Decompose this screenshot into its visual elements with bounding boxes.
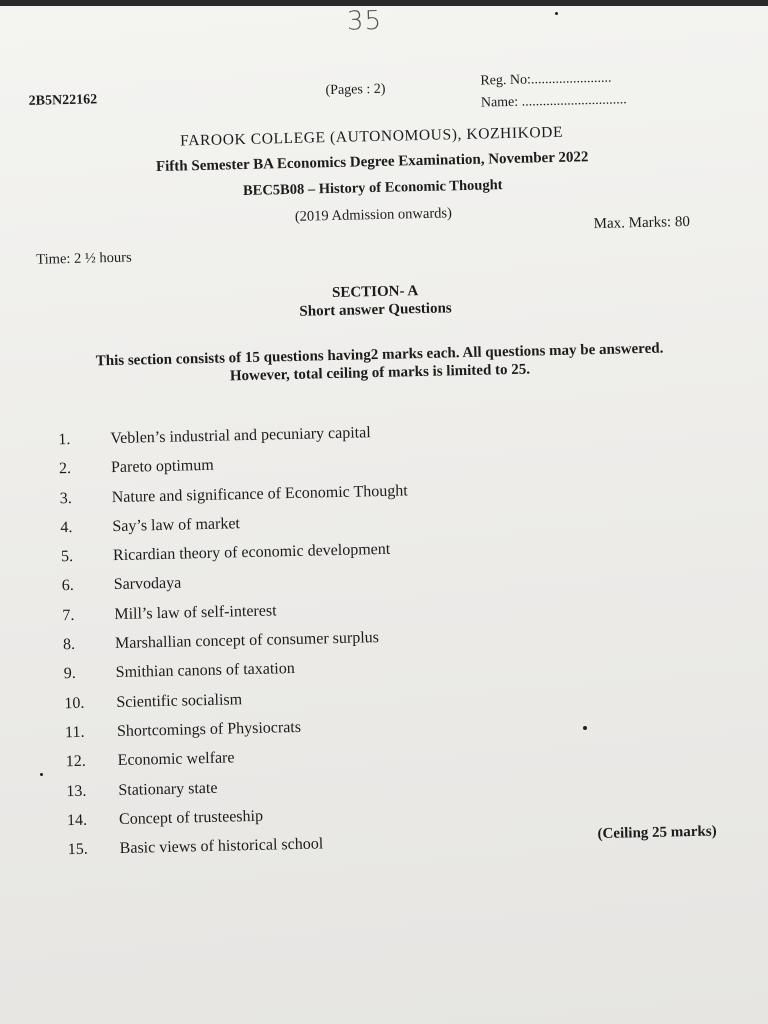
question-text: Nature and significance of Economic Thought xyxy=(111,481,408,506)
ceiling-note: (Ceiling 25 marks) xyxy=(597,823,717,843)
question-number: 8. xyxy=(62,636,76,654)
college-name: FAROOK COLLEGE (AUTONOMOUS), KOZHIKODE xyxy=(179,123,564,150)
name-field: Name: .............................. xyxy=(480,92,627,111)
question-text: Marshallian concept of consumer surplus xyxy=(114,629,380,653)
speck xyxy=(583,726,587,730)
exam-title: Fifth Semester BA Economics Degree Examination, November 2022 xyxy=(155,149,589,175)
question-number: 14. xyxy=(66,811,88,830)
section-instructions: This section consists of 15 questions having2 marks each. All questions may be answered. However, total ceiling of marks is limited to 25. xyxy=(95,340,664,385)
exam-paper xyxy=(0,6,768,1024)
speck xyxy=(555,12,558,15)
question-number: 10. xyxy=(64,694,85,712)
question-number: 9. xyxy=(63,665,76,683)
question-text: Stationary state xyxy=(118,779,218,799)
question-number: 6. xyxy=(61,577,74,595)
question-text: Pareto optimum xyxy=(110,457,214,477)
speck xyxy=(40,773,43,776)
question-number: 5. xyxy=(60,548,74,566)
question-text: Ricardian theory of economic development xyxy=(112,540,391,565)
reg-no-field: Reg. No:....................... xyxy=(480,70,612,89)
section-title: SECTION- A xyxy=(331,283,419,302)
question-number: 15. xyxy=(67,840,88,859)
question-number: 3. xyxy=(59,489,72,507)
question-number: 2. xyxy=(58,460,72,478)
question-list xyxy=(58,420,568,871)
question-number: 1. xyxy=(58,431,71,449)
question-text: Sarvodaya xyxy=(113,575,182,594)
course-title: BEC5B08 – History of Economic Thought xyxy=(242,177,503,200)
question-number: 7. xyxy=(62,606,75,625)
paper-code: 2B5N22162 xyxy=(28,92,98,109)
handwritten-mark: 35 xyxy=(346,6,383,37)
paper-content xyxy=(0,6,768,1024)
question-number: 13. xyxy=(66,782,87,800)
question-text: Smithian canons of taxation xyxy=(115,660,295,682)
question-text: Mill’s law of self-interest xyxy=(114,602,277,623)
question-text: Say’s law of market xyxy=(112,515,241,535)
question-text: Veblen’s industrial and pecuniary capital xyxy=(110,424,371,448)
question-text: Concept of trusteeship xyxy=(118,807,264,828)
question-number: 11. xyxy=(64,723,85,742)
question-text: Basic views of historical school xyxy=(119,835,324,858)
page-count: (Pages : 2) xyxy=(325,81,386,99)
question-text: Economic welfare xyxy=(117,749,235,770)
admission-note: (2019 Admission onwards) xyxy=(294,205,453,225)
question-number: 12. xyxy=(65,753,86,771)
question-text: Scientific socialism xyxy=(116,690,243,711)
question-text: Shortcomings of Physiocrats xyxy=(116,718,302,740)
max-marks: Max. Marks: 80 xyxy=(593,213,691,233)
time-allowed: Time: 2 ½ hours xyxy=(36,249,132,268)
section-subtitle: Short answer Questions xyxy=(299,300,452,320)
question-number: 4. xyxy=(60,518,73,537)
